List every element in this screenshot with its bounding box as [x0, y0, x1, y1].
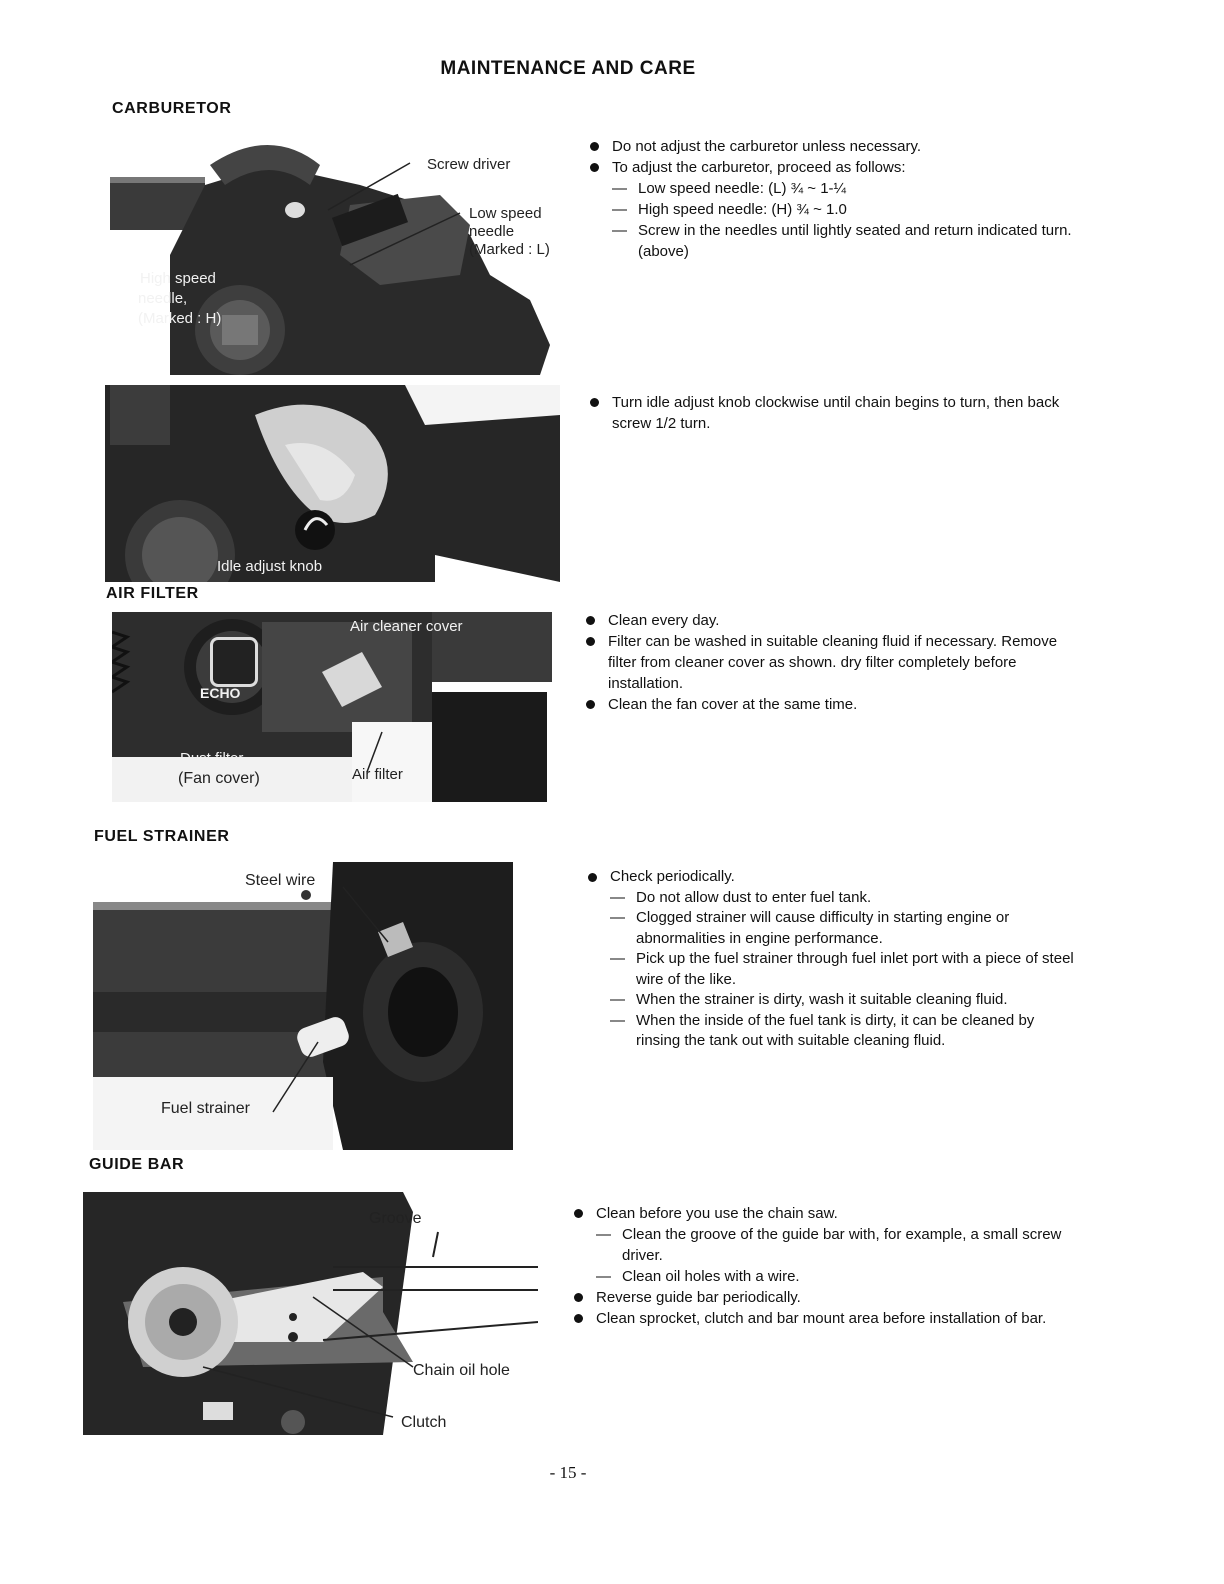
air-filter-bullet: Clean every day.: [584, 610, 1084, 631]
page-title: MAINTENANCE AND CARE: [440, 58, 696, 79]
carburetor-sub-item: — Screw in the needles until lightly seated and return indicated turn. (above): [588, 220, 1088, 262]
guide-bar-heading: GUIDE BAR: [89, 1156, 185, 1173]
echo-e-logo-icon: [210, 637, 258, 687]
callout-low-speed-1: Low speed: [469, 205, 542, 222]
air-filter-heading: AIR FILTER: [106, 585, 199, 602]
guide-bar-sub-item: — Clean the groove of the guide bar with, for example, a small screw driver.: [572, 1224, 1072, 1266]
idle-instructions: [588, 392, 1083, 434]
idle-adjust-photo-drawing: [105, 385, 560, 582]
callout-air-filter: Air filter: [352, 766, 403, 783]
carburetor-sub-item: — High speed needle: (H) ¾ ~ 1.0: [588, 199, 1088, 220]
guide-bar-photo: [83, 1192, 538, 1435]
fuel-strainer-photo: [93, 862, 513, 1150]
fuel-strainer-sub-item: — When the inside of the fuel tank is dirty, it can be cleaned by rinsing the tank out with suitable cleaning fluid.: [586, 1011, 1081, 1052]
idle-bullet: Turn idle adjust knob clockwise until chain begins to turn, then back screw 1/2 turn.: [588, 392, 1083, 434]
fuel-strainer-sub-item: — When the strainer is dirty, wash it suitable cleaning fluid.: [586, 990, 1081, 1011]
carburetor-photo: [110, 125, 570, 375]
page-number: - 15 -: [549, 1463, 587, 1482]
callout-clutch: Clutch: [401, 1414, 447, 1431]
fuel-strainer-sub-item: — Pick up the fuel strainer through fuel inlet port with a piece of steel wire of the like.: [586, 949, 1081, 990]
callout-low-speed-3: (Marked : L): [469, 241, 550, 258]
callout-idle-adjust-knob: Idle adjust knob: [217, 558, 323, 575]
callout-screw-driver: Screw driver: [427, 156, 511, 173]
callout-echo-badge: ECHO: [200, 685, 241, 701]
callout-air-cleaner-cover: Air cleaner cover: [350, 618, 463, 635]
callout-groove: Groove: [369, 1210, 422, 1227]
fuel-strainer-instructions: [586, 867, 1081, 1052]
guide-bar-bullet: Clean before you use the chain saw.: [572, 1203, 1072, 1224]
callout-chain-oil-hole: Chain oil hole: [413, 1362, 510, 1379]
air-filter-bullet: Filter can be washed in suitable cleaning fluid if necessary. Remove filter from cleaner cover as shown. dry filter completely before installation.: [584, 631, 1084, 694]
fuel-strainer-bullet: Check periodically.: [586, 867, 1081, 888]
air-filter-instructions: [584, 610, 1084, 715]
air-filter-bullet: Clean the fan cover at the same time.: [584, 694, 1084, 715]
callout-dust-filter: Dust filter: [180, 750, 244, 767]
callout-fuel-strainer: Fuel strainer: [161, 1100, 250, 1117]
guide-bar-bullet: Reverse guide bar periodically.: [572, 1287, 1072, 1308]
fuel-strainer-photo-drawing: [93, 862, 513, 1150]
guide-bar-instructions: [572, 1203, 1072, 1329]
guide-bar-photo-drawing: [83, 1192, 538, 1435]
fuel-strainer-sub-item: — Do not allow dust to enter fuel tank.: [586, 888, 1081, 909]
callout-high-speed-2: needle,: [138, 290, 188, 307]
carburetor-sub-item: — Low speed needle: (L) ¾ ~ 1-¼: [588, 178, 1088, 199]
carburetor-heading: CARBURETOR: [112, 100, 232, 117]
callout-fan-cover: (Fan cover): [178, 770, 260, 787]
idle-adjust-photo: [105, 385, 560, 582]
carburetor-instructions: [588, 136, 1088, 262]
callout-steel-wire: Steel wire: [245, 872, 316, 889]
carburetor-bullet: Do not adjust the carburetor unless necessary.: [588, 136, 1088, 157]
guide-bar-sub-item: — Clean oil holes with a wire.: [572, 1266, 1072, 1287]
callout-high-speed-1: High speed: [140, 270, 216, 287]
air-filter-photo: [112, 612, 552, 802]
fuel-strainer-heading: FUEL STRAINER: [94, 828, 230, 845]
callout-high-speed-3: (Marked : H): [138, 310, 222, 327]
guide-bar-bullet: Clean sprocket, clutch and bar mount area before installation of bar.: [572, 1308, 1072, 1329]
fuel-strainer-sub-item: — Clogged strainer will cause difficulty in starting engine or abnormalities in engine performance.: [586, 908, 1081, 949]
carburetor-bullet: To adjust the carburetor, proceed as follows:: [588, 157, 1088, 178]
callout-low-speed-2: needle: [469, 223, 515, 240]
